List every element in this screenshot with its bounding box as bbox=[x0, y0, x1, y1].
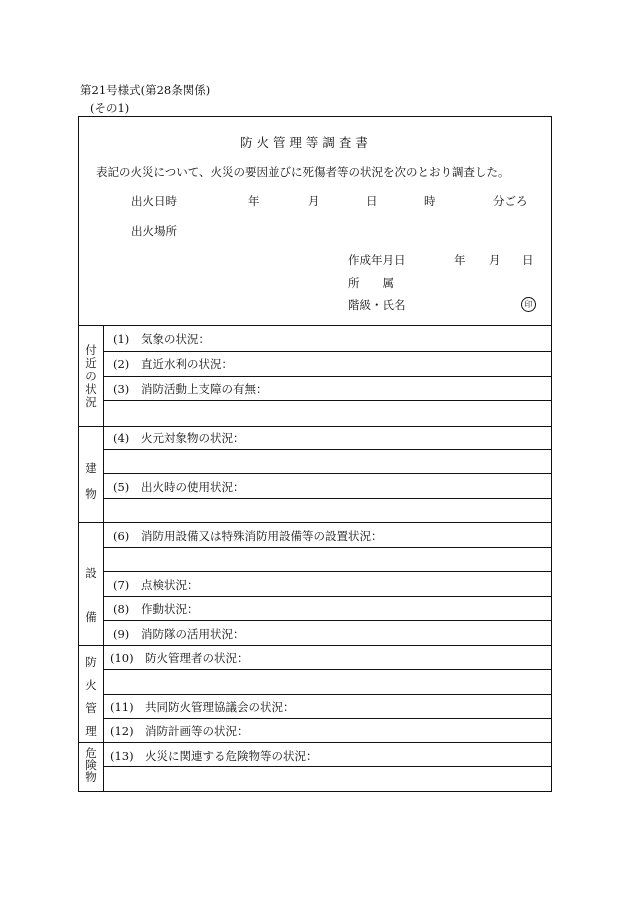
row-divider bbox=[103, 596, 552, 597]
fire-hour-label: 時 bbox=[424, 194, 436, 208]
divider-section-4 bbox=[78, 645, 552, 646]
rank-name-label: 階級・氏名 bbox=[348, 298, 406, 312]
section-label-equipment: 設備 bbox=[85, 566, 97, 624]
section-label-hazardous: 危険物 bbox=[85, 746, 97, 784]
section-label-building: 建物 bbox=[85, 461, 97, 501]
row-text-usage: 出火時の使用状況： bbox=[141, 480, 245, 494]
fire-day-label: 日 bbox=[366, 194, 378, 208]
row-divider bbox=[103, 620, 552, 621]
fire-month-label: 月 bbox=[308, 194, 320, 208]
row-text-fire-brigade: 消防隊の活用状況： bbox=[141, 627, 245, 641]
row-number: (1) bbox=[113, 332, 130, 346]
form-number: 第21号様式(第28条関係) bbox=[80, 83, 211, 97]
row-number: (5) bbox=[113, 480, 130, 494]
created-day-label: 日 bbox=[522, 253, 534, 267]
created-month-label: 月 bbox=[489, 253, 501, 267]
created-date-label: 作成年月日 bbox=[348, 253, 406, 267]
row-divider bbox=[103, 473, 552, 474]
row-number: (4) bbox=[113, 431, 130, 445]
section-label-vicinity: 付近の状況 bbox=[85, 343, 97, 409]
row-text-water-source: 直近水利の状況： bbox=[141, 357, 233, 371]
row-divider bbox=[103, 669, 552, 670]
fire-location-label: 出火場所 bbox=[131, 224, 177, 238]
row-divider bbox=[103, 571, 552, 572]
row-divider bbox=[103, 694, 552, 695]
row-divider bbox=[103, 547, 552, 548]
row-number: (11) bbox=[110, 700, 134, 714]
row-divider bbox=[103, 351, 552, 352]
form-title: 防 火 管 理 等 調 査 書 bbox=[240, 135, 368, 150]
row-number: (9) bbox=[113, 627, 130, 641]
row-number: (2) bbox=[113, 357, 130, 371]
row-number: (8) bbox=[113, 602, 130, 616]
form-intro: 表記の火災について、火災の要因並びに死傷者等の状況を次のとおり調査した。 bbox=[96, 165, 510, 179]
divider-section-5 bbox=[78, 742, 552, 743]
row-divider bbox=[103, 376, 552, 377]
row-text-operation: 作動状況： bbox=[141, 602, 199, 616]
row-number: (10) bbox=[110, 651, 134, 665]
fire-year-label: 年 bbox=[248, 194, 260, 208]
row-text-fire-manager: 防火管理者の状況： bbox=[145, 651, 249, 665]
row-number: (6) bbox=[113, 529, 130, 543]
form-frame bbox=[78, 116, 552, 792]
row-number: (12) bbox=[110, 724, 134, 738]
row-text-origin-building: 火元対象物の状況： bbox=[141, 431, 245, 445]
row-number: (7) bbox=[113, 578, 130, 592]
row-text-weather: 気象の状況： bbox=[141, 332, 210, 346]
section-label-fire-management: 防火管理 bbox=[85, 655, 97, 738]
row-divider bbox=[103, 449, 552, 450]
seal-mark: 印 bbox=[521, 297, 536, 312]
row-text-joint-council: 共同防火管理協議会の状況： bbox=[145, 700, 295, 714]
fire-minute-label: 分ごろ bbox=[493, 194, 528, 208]
row-divider bbox=[103, 718, 552, 719]
form-part: (その1) bbox=[90, 101, 130, 115]
divider-section-3 bbox=[78, 522, 552, 523]
row-divider bbox=[103, 766, 552, 767]
row-divider bbox=[103, 498, 552, 499]
row-number: (3) bbox=[113, 382, 130, 396]
section-column-divider bbox=[103, 325, 104, 792]
divider-top bbox=[78, 325, 552, 326]
row-text-installation: 消防用設備又は特殊消防用設備等の設置状況： bbox=[141, 529, 383, 543]
divider-section-2 bbox=[78, 426, 552, 427]
row-divider bbox=[103, 400, 552, 401]
created-year-label: 年 bbox=[454, 253, 466, 267]
fire-datetime-label: 出火日時 bbox=[131, 194, 177, 208]
row-text-fire-plan: 消防計画等の状況： bbox=[145, 724, 249, 738]
row-text-hazardous-materials: 火災に関連する危険物等の状況： bbox=[145, 749, 318, 763]
row-number: (13) bbox=[110, 749, 134, 763]
row-text-obstacles: 消防活動上支障の有無： bbox=[141, 382, 268, 396]
affiliation-label: 所 属 bbox=[348, 276, 394, 290]
row-text-inspection: 点検状況： bbox=[141, 578, 199, 592]
